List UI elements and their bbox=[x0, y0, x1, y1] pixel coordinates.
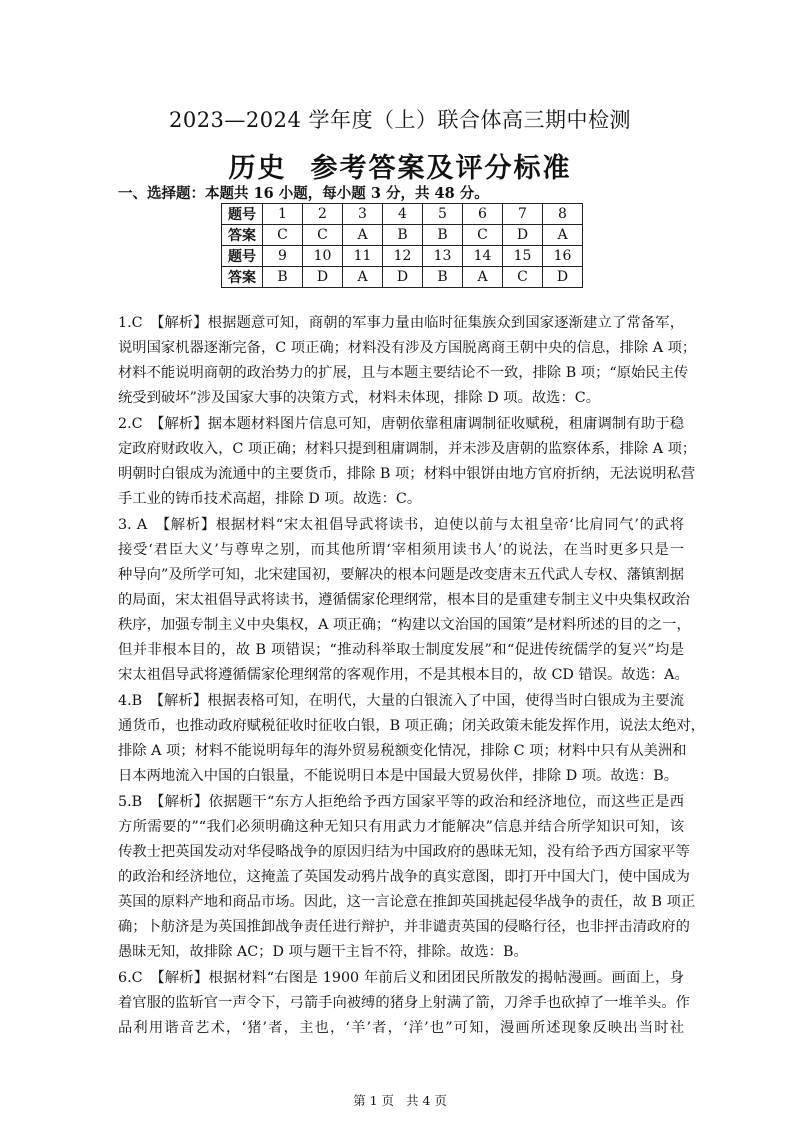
answer-cell: 13 bbox=[423, 246, 463, 267]
answer-cell: 15 bbox=[503, 246, 543, 267]
answer-cell: 2 bbox=[303, 204, 343, 225]
explanation-paragraph bbox=[118, 966, 690, 1041]
text-line: 确；卜舫济是为英国推卸战争责任进行辩护，并非谴责英国的侵略行径，也非抨击清政府的 bbox=[118, 919, 690, 935]
text-line: 的局面，宋太祖倡导武将读书，遵循儒家伦理纲常，根本目的是重建专制主义中央集权政治 bbox=[118, 592, 690, 608]
row-header-cell: 题号 bbox=[222, 246, 263, 267]
text-line: 6.C 【解析】根据材料“右图是 1900 年前后义和团团民所散发的揭帖漫画。画面上，身 bbox=[118, 970, 684, 986]
page-total: 共 4 页 bbox=[406, 1093, 447, 1108]
answer-cell: B bbox=[263, 267, 303, 288]
text-line: 接受‘君臣大义’与尊卑之别，而其他所谓‘宰相须用读书人’的说法，在当时更多只是一 bbox=[118, 542, 684, 558]
answer-cell: 10 bbox=[303, 246, 343, 267]
text-line: 手工业的铸币技术高超，排除 D 项。故选：C。 bbox=[118, 491, 422, 507]
answer-cell: D bbox=[503, 225, 543, 246]
text-line: 的政治和经济地位，这掩盖了英国发动鸦片战争的真实意图，即打开中国大门，使中国成为 bbox=[118, 869, 690, 885]
text-line: 2.C 【解析】据本题材料图片信息可知，唐朝依靠租庸调制征收赋税，租庸调制有助于稳 bbox=[118, 416, 684, 432]
answer-table-row bbox=[222, 225, 583, 246]
answer-table-row bbox=[222, 246, 583, 267]
text-line: 定政府财政收入，C 项正确；材料只提到租庸调制，并未涉及唐朝的监察体系，排除 A 项； bbox=[118, 441, 697, 457]
text-line: 英国的原料产地和商品市场。因此，这一言论意在推卸英国挑起侵华战争的责任，故 B 项正 bbox=[118, 894, 696, 910]
text-line: 种导向”及所学可知，北宋建国初，要解决的根本问题是改变唐末五代武人专权、藩镇割据 bbox=[118, 567, 684, 583]
page-footer bbox=[0, 1091, 800, 1109]
explanation-paragraph bbox=[118, 513, 691, 688]
text-line: 4.B 【解析】根据表格可知，在明代，大量的白银流入了中国，使得当时白银成为主要流 bbox=[118, 693, 684, 709]
answer-cell: B bbox=[383, 225, 423, 246]
answer-table-row bbox=[222, 204, 583, 225]
row-header-cell: 题号 bbox=[222, 204, 263, 225]
row-header-cell: 答案 bbox=[222, 267, 263, 288]
answer-cell: 12 bbox=[383, 246, 423, 267]
text-line: 通货币，也推动政府赋税征收时征收白银，B 项正确；闭关政策未能发挥作用，说法太绝对， bbox=[118, 718, 705, 734]
answer-cell: 8 bbox=[543, 204, 583, 225]
answer-cell: 1 bbox=[263, 204, 303, 225]
answer-cell: 14 bbox=[463, 246, 503, 267]
answer-cell: A bbox=[343, 267, 383, 288]
answer-cell: B bbox=[423, 267, 463, 288]
text-line: 但并非根本目的，故 B 项错误；“推动科举取士制度发展”和“促进传统儒学的复兴”均是 bbox=[118, 642, 684, 658]
text-line: 秩序，加强专制主义中央集权，A 项正确；“构建以文治国的国策”是材料所述的目的之一， bbox=[118, 617, 691, 633]
text-line: 5.B 【解析】依据题干“东方人拒绝给予西方国家平等的政治和经济地位，而这些正是西 bbox=[118, 794, 684, 810]
exam-title: 2023—2024 学年度（上）联合体高三期中检测 bbox=[168, 108, 632, 132]
text-line: 愚昧无知，故排除 AC；D 项与题干主旨不符，排除。故选：B。 bbox=[118, 944, 528, 960]
text-line: 品利用谐音艺术，‘猪’者，主也，‘羊’者，‘洋’也”可知，漫画所述现象反映出当时社 bbox=[118, 1020, 684, 1036]
answer-cell: A bbox=[463, 267, 503, 288]
answer-cell: D bbox=[383, 267, 423, 288]
answer-cell: 5 bbox=[423, 204, 463, 225]
answer-cell: D bbox=[543, 267, 583, 288]
answer-cell: D bbox=[303, 267, 343, 288]
text-line: 宋太祖倡导武将遵循儒家伦理纲常的客观作用，不是其根本目的，故 CD 错误。故选：A。 bbox=[118, 667, 689, 683]
text-line: 说明国家机器逐渐完备，C 项正确；材料没有涉及方国脱离商王朝中央的信息，排除 A 项； bbox=[118, 340, 697, 356]
answer-cell: 11 bbox=[343, 246, 383, 267]
text-line: 传教士把英国发动对华侵略战争的原因归结为中国政府的愚昧无知，没有给予西方国家平等 bbox=[118, 844, 690, 860]
explanation-paragraph bbox=[118, 412, 697, 512]
section-heading: 一、选择题：本题共 16 小题，每小题 3 分，共 48 分。 bbox=[118, 185, 489, 202]
text-line: 材料不能说明商朝的政治势力的扩展，且与本题主要结论不一致，排除 B 项；“原始民主传 bbox=[118, 365, 689, 381]
text-line: 统受到破坏”涉及国家大事的决策方式，材料未体现，排除 D 项。故选：C。 bbox=[118, 390, 600, 406]
subject-label: 历史 bbox=[228, 153, 287, 184]
text-line: 着官服的监斩官一声令下，弓箭手向被缚的猪身上射满了箭，刀斧手也砍掉了一堆羊头。作 bbox=[118, 995, 690, 1011]
answer-cell: 3 bbox=[343, 204, 383, 225]
text-line: 明朝时白银成为流通中的主要货币，排除 B 项；材料中银饼由地方官府折纳，无法说明私营 bbox=[118, 466, 696, 482]
row-header-cell: 答案 bbox=[222, 225, 263, 246]
text-line: 日本两地流入中国的白银量，不能说明日本是中国最大贸易伙伴，排除 D 项。故选：B。 bbox=[118, 768, 679, 784]
subtitle-label: 参考答案及评分标准 bbox=[310, 153, 572, 184]
text-line: 3. A 【解析】根据材料“宋太祖倡导武将读书，迫使以前与太祖皇帝‘比肩同气’的武将 bbox=[118, 517, 684, 533]
answer-cell: A bbox=[543, 225, 583, 246]
answer-cell: A bbox=[343, 225, 383, 246]
answer-cell: C bbox=[263, 225, 303, 246]
answer-cell: B bbox=[423, 225, 463, 246]
page-number: 第 1 页 bbox=[353, 1093, 394, 1108]
answer-cell: 4 bbox=[383, 204, 423, 225]
explanation-paragraph bbox=[118, 311, 697, 411]
answer-cell: 7 bbox=[503, 204, 543, 225]
answer-cell: 16 bbox=[543, 246, 583, 267]
answer-cell: C bbox=[463, 225, 503, 246]
text-line: 1.C 【解析】根据题意可知，商朝的军事力量由临时征集族众到国家逐渐建立了常备军， bbox=[118, 315, 684, 331]
explanation-paragraph bbox=[118, 689, 705, 789]
answer-table bbox=[221, 203, 583, 288]
answer-table-row bbox=[222, 267, 583, 288]
explanation-paragraph bbox=[118, 790, 696, 965]
text-line: 排除 A 项；材料不能说明每年的海外贸易税额变化情况，排除 C 项；材料中只有从美洲和 bbox=[118, 743, 687, 759]
answer-key-title bbox=[0, 146, 800, 185]
answer-cell: C bbox=[503, 267, 543, 288]
answer-cell: C bbox=[303, 225, 343, 246]
answer-cell: 6 bbox=[463, 204, 503, 225]
answer-cell: 9 bbox=[263, 246, 303, 267]
text-line: 方所需要的”“我们必须明确这种无知只有用武力才能解决”信息并结合所学知识可知，该 bbox=[118, 819, 684, 835]
